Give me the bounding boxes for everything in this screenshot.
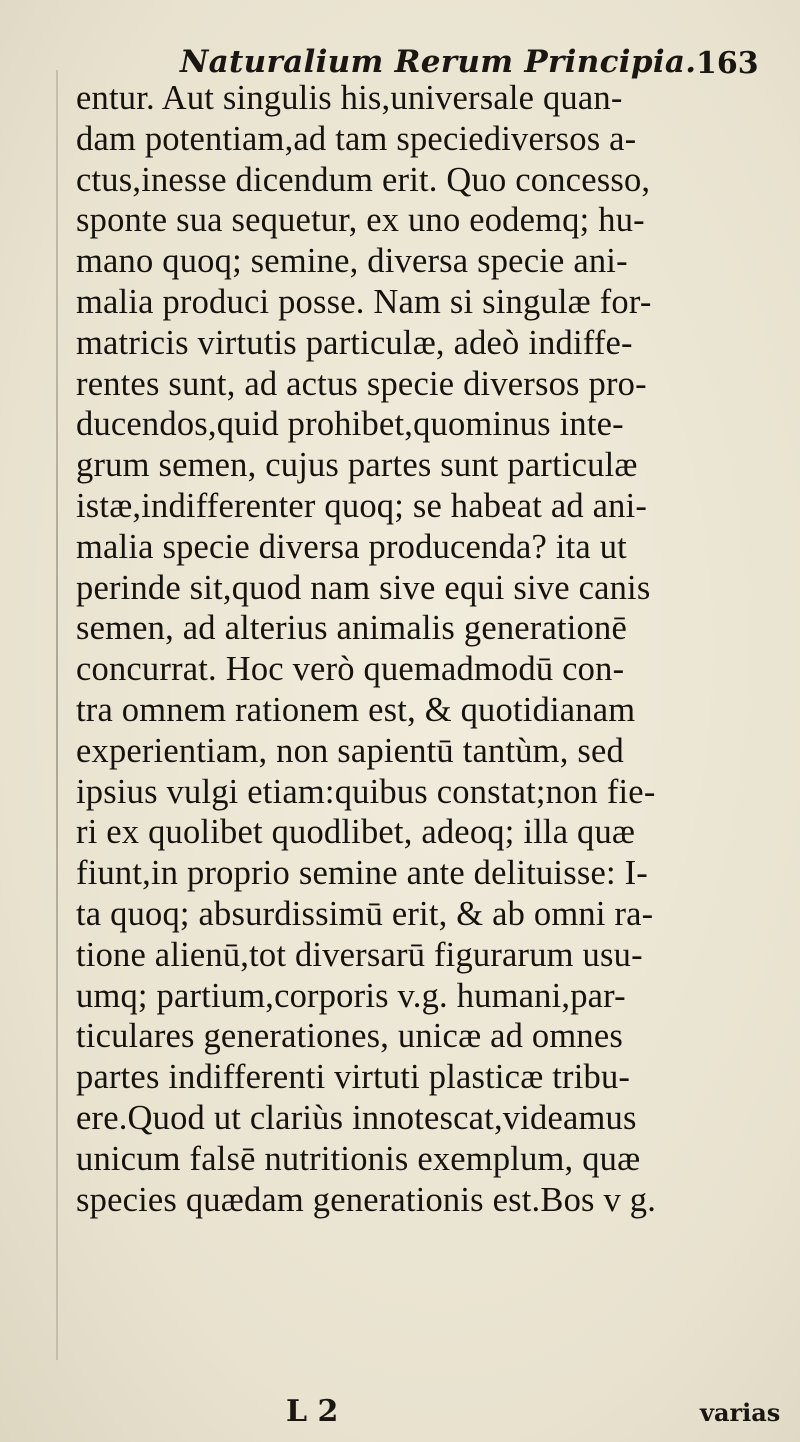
catchword: varias <box>700 1398 781 1427</box>
text-line: istæ,indifferenter quoq; se habeat ad ani- <box>76 486 648 525</box>
text-line: ipsius vulgi etiam:quibus constat;non fie- <box>76 772 656 811</box>
text-line: semen, ad alterius animalis generationē <box>76 609 627 648</box>
page-number: 163 <box>696 46 759 81</box>
text-line: experientiam, non sapientū tantùm, sed <box>76 731 624 770</box>
text-line: concurrat. Hoc verò quemadmodū con- <box>76 650 625 689</box>
body-text <box>76 78 782 1220</box>
running-title: Naturalium Rerum Principia. <box>180 44 697 80</box>
page-footer <box>0 1394 800 1434</box>
gutter-shadow <box>56 70 58 1360</box>
text-line: ticulares generationes, unicæ ad omnes <box>76 1017 623 1056</box>
text-line: ri ex quolibet quodlibet, adeoq; illa quæ <box>76 813 636 852</box>
text-line: ducendos,quid prohibet,quominus inte- <box>76 405 624 444</box>
text-line: tra omnem rationem est, & quotidianam <box>76 690 636 729</box>
text-line: entur. Aut singulis his,universale quan- <box>76 79 623 117</box>
text-line: matricis virtutis particulæ, adeò indiffe- <box>76 323 633 362</box>
text-line: mano quoq; semine, diversa specie ani- <box>76 242 628 281</box>
text-line: malia specie diversa producenda? ita ut <box>76 527 627 566</box>
text-line: rentes sunt, ad actus specie diversos pro- <box>76 364 647 403</box>
signature-mark: L 2 <box>286 1394 339 1429</box>
text-line: malia produci posse. Nam si singulæ for- <box>76 282 652 321</box>
text-line: ere.Quod ut clariùs innotescat,videamus <box>76 1098 637 1137</box>
text-line: unicum falsē nutritionis exemplum, quæ <box>76 1139 641 1178</box>
text-line: ctus,inesse dicendum erit. Quo concesso, <box>76 160 651 199</box>
text-line: fiunt,in proprio semine ante delituisse: I- <box>76 854 648 893</box>
text-line: tione alienū,tot diversarū figurarum usu- <box>76 935 643 974</box>
text-line: sponte sua sequetur, ex uno eodemq; hu- <box>76 201 645 240</box>
text-line: perinde sit,quod nam sive equi sive canis <box>76 568 651 607</box>
text-line: species quædam generationis est.Bos v g. <box>76 1180 657 1219</box>
text-line: dam potentiam,ad tam speciediversos a- <box>76 119 637 158</box>
text-line: grum semen, cujus partes sunt particulæ <box>76 446 638 485</box>
text-line: ta quoq; absurdissimū erit, & ab omni ra- <box>76 894 654 933</box>
text-line: umq; partium,corporis v.g. humani,par- <box>76 976 626 1015</box>
text-line: partes indifferenti virtuti plasticæ tribu- <box>76 1058 631 1097</box>
